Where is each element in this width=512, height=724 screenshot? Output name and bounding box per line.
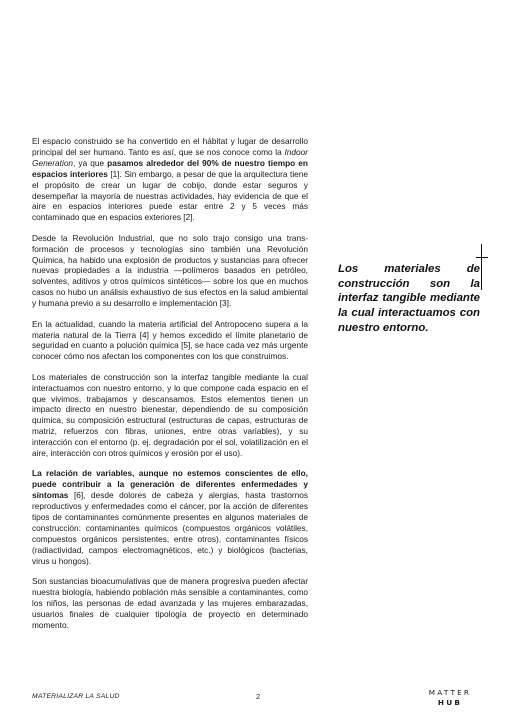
paragraph-1: El espacio construido se ha convertido en el hábitat y lugar de desarrollo principal del ser humano. Tanto es así, que se nos conoce como la Indoor Generation, ya que pasamos alrededor del 90% de nuestro tiempo en espacios interiores [1]. Sin embargo, a pesar de que la arquitectura tiene el propósito de crear un lugar de cobijo, donde estar seguros y desempeñar la mayoría de nuestras actividades, hay evidencia de que el aire en espacios interiores puede estar entre 2 y 5 veces más contaminado que en espacios exteriores [2].: [32, 136, 309, 223]
paragraph-3: En la actualidad, cuando la materia artificial del Antropoceno supera a la materia natural de la Tierra [4] y hemos excedido el límite planetario de seguridad en cuanto a polución química [5], se hace cada vez más urgente conocer cómo nos afectan los componentes con los que construimos.: [32, 318, 308, 362]
paragraph-6: Son sustancias bioacumulativas que de manera progresiva pueden afectar nuestra biología, habiendo población más sensible a contaminantes, como los niños, las personas de edad avanzada y las mujeres embarazadas, usuarios finales de cualquier tipología de proyecto en determinado momento.: [32, 576, 308, 630]
crosshair-vertical-line: [481, 244, 482, 290]
paragraph-4: Los materiales de construcción son la interfaz tangible mediante la cual interactuamos con nuestro entorno, y lo que compone cada espacio en el que vivimos, trabajamos y descansamos. Estos elementos tienen un impacto directo en nuestro bienestar, dependiendo de su composición química, su composición estructural (estructuras de capas, estructuras de matriz, refuerzos con fibras, uniones, entre otras variables), y su interacción con el entorno (p. ej. degradación por el sol, volatilización en el aire, interacción con otros químicos y erosión por el uso).: [32, 371, 308, 459]
logo-line-2: HUB: [437, 697, 463, 707]
logo-line-1: MATTER: [428, 688, 472, 697]
matter-hub-logo: [412, 688, 488, 707]
main-text-column: [32, 136, 308, 640]
crosshair-horizontal-line: [476, 257, 488, 258]
page-number: 2: [256, 692, 261, 701]
pull-quote: Los materiales de construcción son la interfaz tangible mediante la cual interactuamos con nuestro entorno.: [338, 263, 480, 334]
indoor-generation-term: Indoor Generation: [32, 146, 308, 168]
highlight-variables: La relación de variables, aunque no estemos conscientes de ello, puede contribuir a la generación de diferentes enfermedades y síntomas: [32, 468, 308, 501]
footer-title: MATERIALIZAR LA SALUD: [32, 693, 120, 700]
paragraph-5: La relación de variables, aunque no estemos conscientes de ello, puede contribuir a la generación de diferentes enfermedades y síntomas [6], desde dolores de cabeza y alergias, hasta trastornos reproductivos y enfermedades como el cáncer, por la acción de diferentes tipos de contaminantes comúnmente presentes en algunos materiales de construcción: contaminantes químicos (compuestos orgánicos volátiles, compuestos orgánicos persistentes, entre otros), contaminantes físicos (radiactividad, campos electromagnéticos, etc.) y biológicos (bacterias, virus u hongos).: [32, 468, 308, 566]
paragraph-2: Desde la Revolución Industrial, que no solo trajo consigo una transformación de procesos y tecnologías sino también una Revolución Química, ha habido una explosión de productos y sustancias para ofrecer nuevas propiedades a la industria —polímeros basados en petróleo, solventes, aditivos y otros químicos sintéticos— sobre los que en muchos casos no hubo un análisis exhaustivo de sus efectos en la salud ambiental y humana previo a su desarrollo e implementación [3].: [32, 232, 308, 309]
highlight-90-percent: pasamos alrededor del 90% de nuestro tiempo en espacios interiores: [32, 157, 308, 179]
